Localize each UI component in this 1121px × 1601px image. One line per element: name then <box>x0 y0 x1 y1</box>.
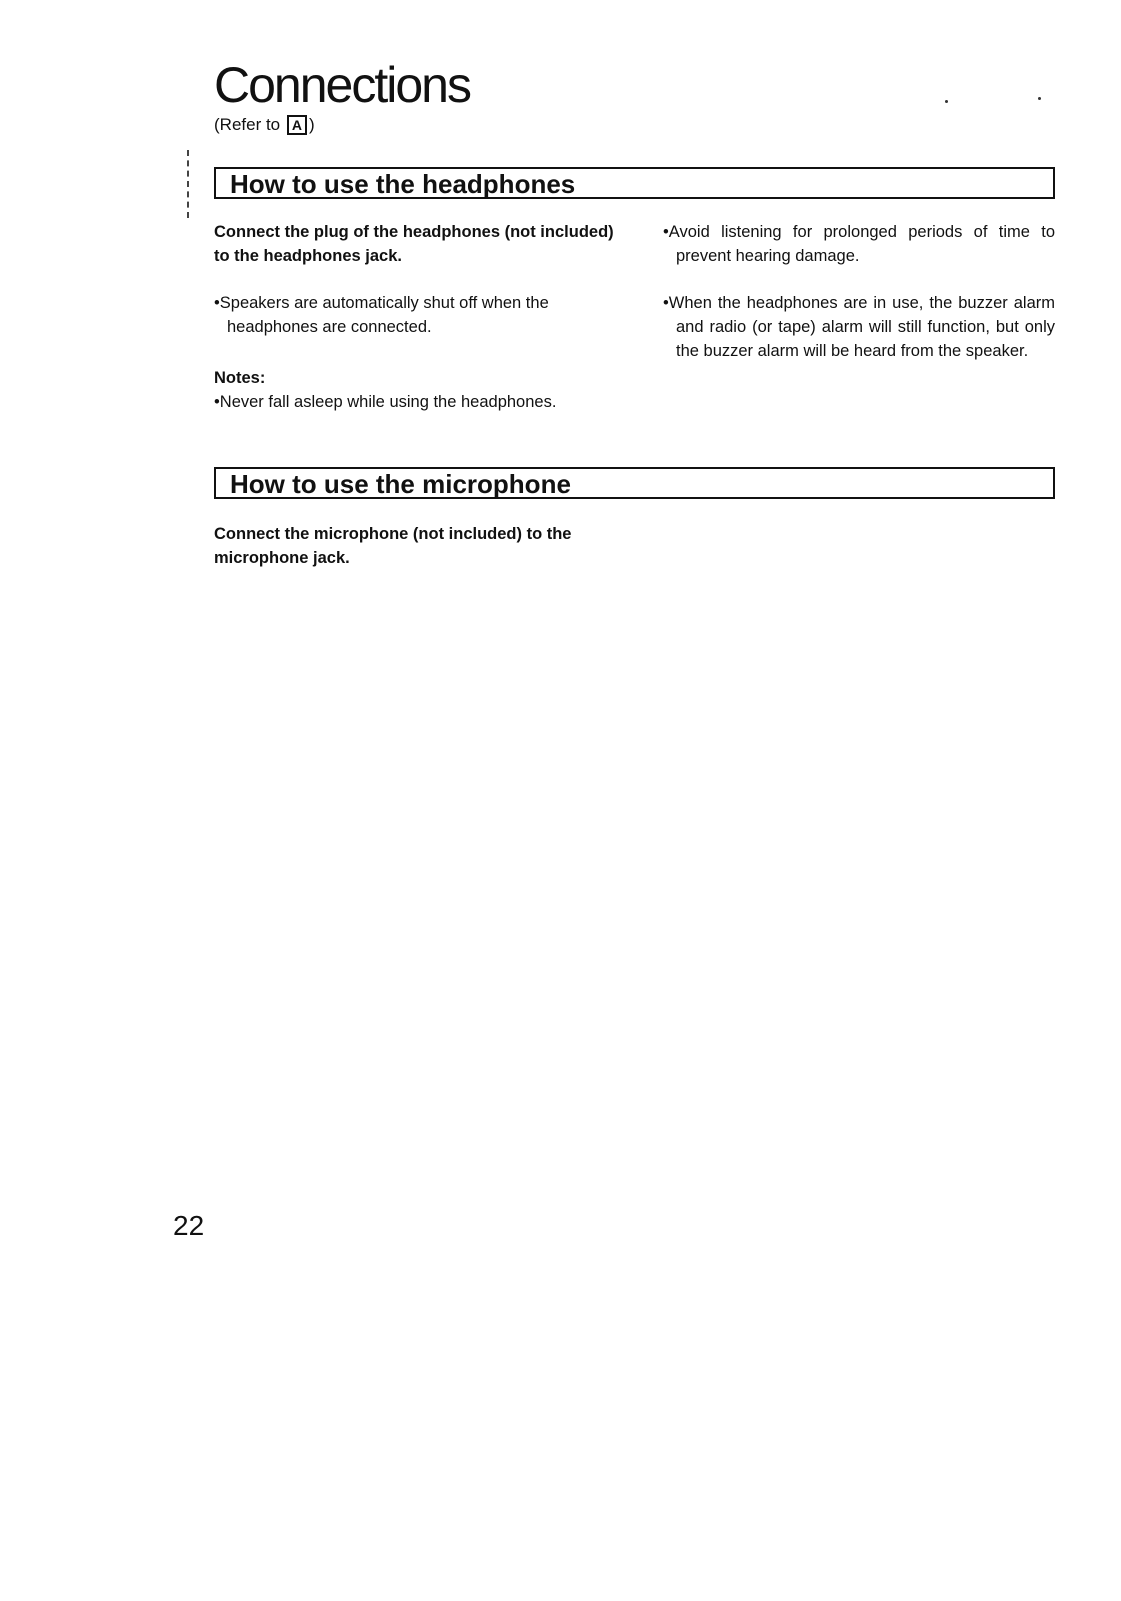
bullet-alarm-function: •When the headphones are in use, the buzzer alarm and radio (or tape) alarm will still function, but only the buzzer alarm will be heard from the speaker. <box>663 294 1055 360</box>
section-heading-microphone <box>214 467 1055 499</box>
bullet-speakers-shut-off: •Speakers are automatically shut off when the headphones are connected. <box>214 294 549 336</box>
section-heading-headphones-text: How to use the headphones <box>230 169 576 199</box>
page-title: Connections <box>214 57 470 113</box>
bullet-avoid-prolonged-listening: •Avoid listening for prolonged periods of time to prevent hearing damage. <box>663 223 1055 265</box>
refer-note <box>214 115 315 135</box>
note-never-fall-asleep: •Never fall asleep while using the headphones. <box>214 393 557 411</box>
notes-list <box>214 390 618 414</box>
scan-speck <box>1038 97 1041 100</box>
refer-suffix: ) <box>309 115 315 134</box>
section-heading-headphones <box>214 167 1055 199</box>
section-heading-microphone-text: How to use the microphone <box>230 469 571 499</box>
microphone-column <box>214 522 618 570</box>
microphone-instruction: Connect the microphone (not included) to the microphone jack. <box>214 525 572 567</box>
headphones-right-column <box>663 220 1055 268</box>
headphones-left-column <box>214 220 618 268</box>
scan-speck <box>945 100 948 103</box>
headphones-speakers-note <box>214 291 618 339</box>
margin-dash-marker <box>187 150 195 218</box>
page-number: 22 <box>173 1210 205 1241</box>
headphones-instruction: Connect the plug of the headphones (not included) to the headphones jack. <box>214 223 614 265</box>
figure-reference-box: A <box>287 115 307 135</box>
notes-label: Notes: <box>214 369 266 387</box>
refer-prefix: (Refer to <box>214 115 281 134</box>
headphones-in-use-note <box>663 291 1055 363</box>
